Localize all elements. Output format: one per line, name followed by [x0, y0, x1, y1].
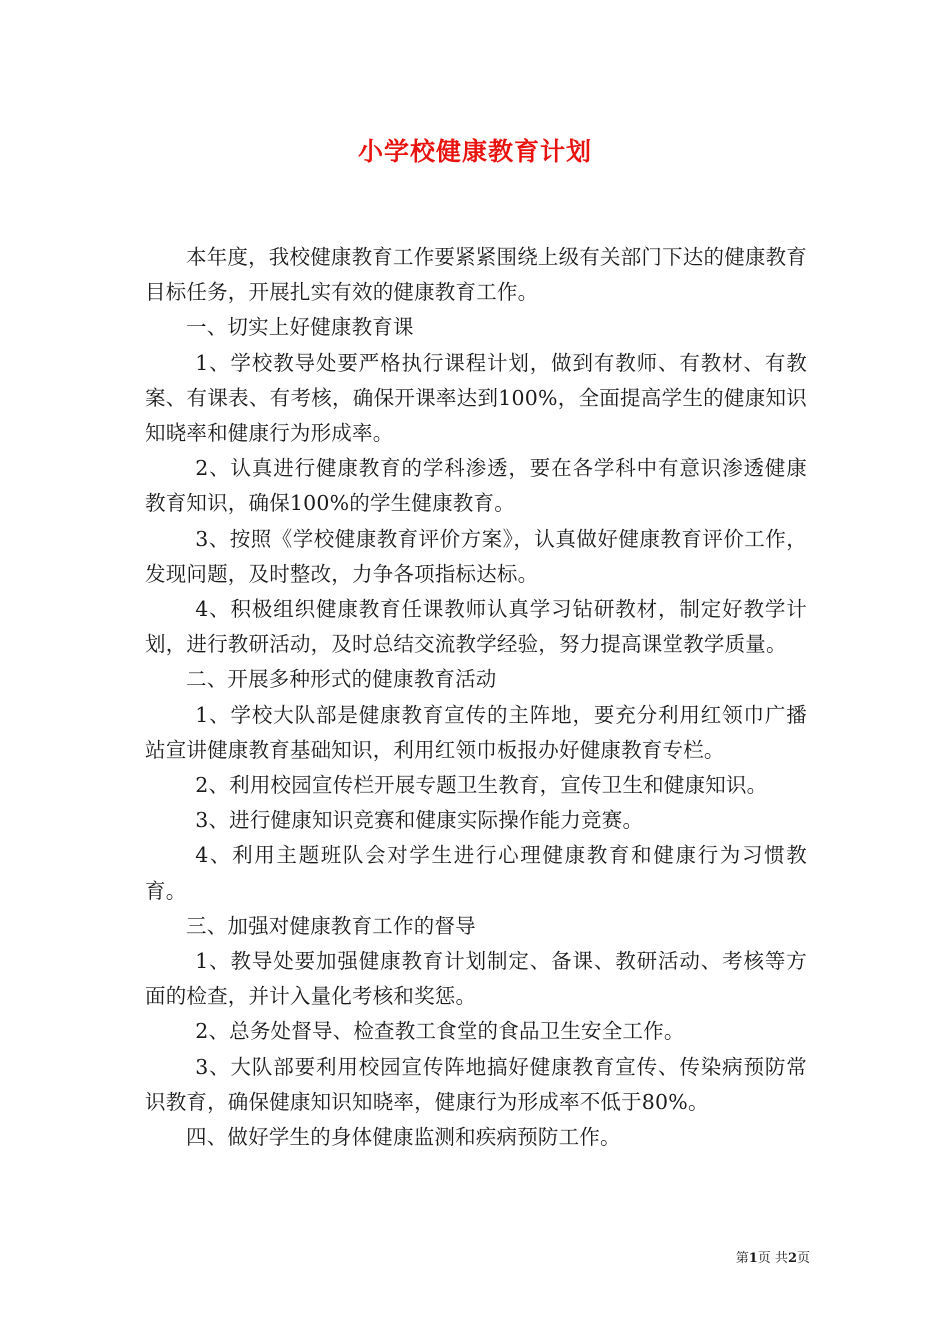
list-item: 2、认真进行健康教育的学科渗透，要在各学科中有意识渗透健康教育知识，确保100%的学生健康教育。 [145, 456, 807, 516]
footer-prefix: 第 [735, 1251, 749, 1266]
list-item: 3、大队部要利用校园宣传阵地搞好健康教育宣传、传染病预防常识教育，确保健康知识知晓率，健康行为形成率不低于80%。 [145, 1054, 807, 1114]
list-item: 1、教导处要加强健康教育计划制定、备课、教研活动、考核等方面的检查，并计入量化考核和奖惩。 [145, 949, 807, 1009]
list-item: 3、按照《学校健康教育评价方案》，认真做好健康教育评价工作，发现问题，及时整改，力争各项指标达标。 [145, 526, 807, 586]
section-heading-3: 三、加强对健康教育工作的督导 [186, 913, 476, 938]
document-title: 小学校健康教育计划 [357, 137, 592, 166]
section-heading-4: 四、做好学生的身体健康监测和疾病预防工作。 [186, 1125, 621, 1150]
list-item: 3、进行健康知识竞赛和健康实际操作能力竞赛。 [195, 808, 644, 833]
section-heading-1: 一、切实上好健康教育课 [186, 315, 414, 340]
current-page-number: 1 [748, 1251, 758, 1266]
document-body [145, 240, 807, 1155]
footer-middle: 页 共 [757, 1251, 788, 1266]
total-pages-number: 2 [787, 1251, 797, 1266]
section-heading-2: 二、开展多种形式的健康教育活动 [186, 667, 497, 692]
list-item: 1、学校教导处要严格执行课程计划，做到有教师、有教材、有教案、有课表、有考核，确保开课率达到100%，全面提高学生的健康知识知晓率和健康行为形成率。 [145, 350, 807, 446]
page-number-footer [736, 1247, 810, 1266]
list-item: 4、积极组织健康教育任课教师认真学习钻研教材，制定好教学计划，进行教研活动，及时总结交流教学经验，努力提高课堂教学质量。 [145, 597, 807, 657]
footer-suffix: 页 [796, 1251, 810, 1266]
list-item: 1、学校大队部是健康教育宣传的主阵地，要充分利用红领巾广播站宣讲健康教育基础知识，利用红领巾板报办好健康教育专栏。 [145, 702, 807, 762]
list-item: 2、总务处督导、检查教工食堂的食品卫生安全工作。 [195, 1019, 685, 1044]
list-item: 2、利用校园宣传栏开展专题卫生教育，宣传卫生和健康知识。 [195, 773, 768, 798]
list-item: 4、利用主题班队会对学生进行心理健康教育和健康行为习惯教育。 [145, 843, 807, 903]
intro-paragraph: 本年度，我校健康教育工作要紧紧围绕上级有关部门下达的健康教育目标任务，开展扎实有效的健康教育工作。 [145, 245, 807, 305]
